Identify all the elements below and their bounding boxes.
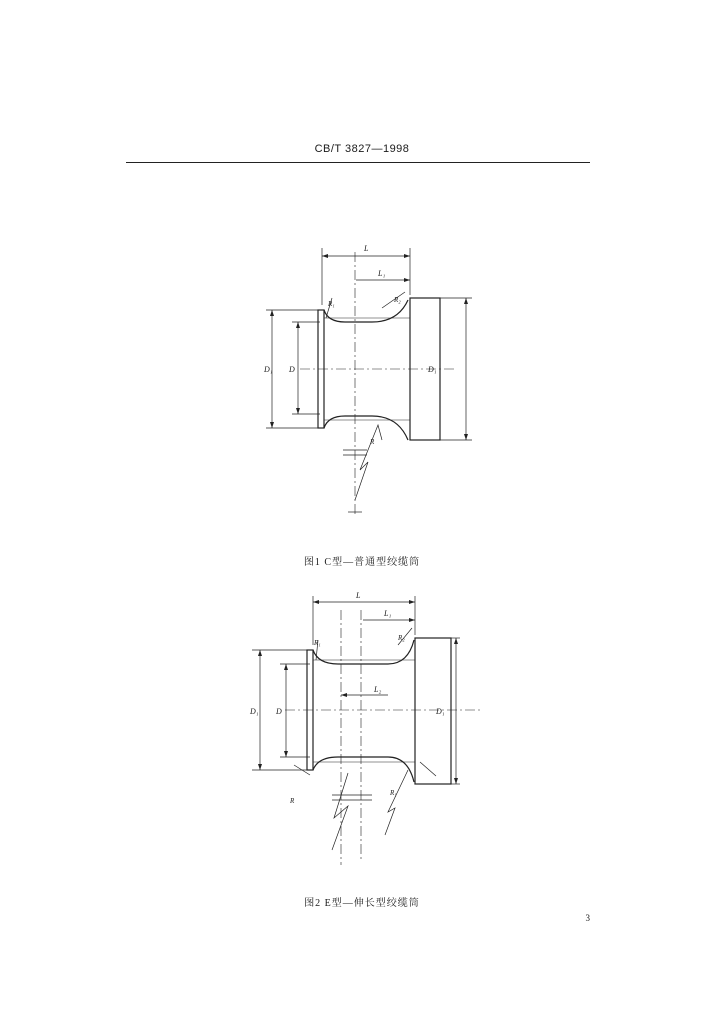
fig2-label-R1: R₁ <box>314 639 321 647</box>
fig1-label-D: D <box>289 365 295 374</box>
figure-1-caption: 图1 C型—普通型绞缆筒 <box>303 557 421 568</box>
fig2-label-D1: D₁ <box>250 707 259 716</box>
fig1-label-L: L <box>364 244 369 253</box>
fig1-label-D1-right: D₁ <box>428 365 437 374</box>
fig2-label-L: L <box>356 591 361 600</box>
fig1-label-R: R <box>370 438 375 446</box>
standard-code-header: CB/T 3827—1998 <box>314 143 410 155</box>
fig2-label-D1-right: D₁ <box>436 707 445 716</box>
fig2-label-R2: R₂ <box>398 634 405 642</box>
fig2-label-L1: L₁ <box>384 609 392 618</box>
fig2-break-line-left <box>332 773 348 850</box>
fig1-label-D1: D₁ <box>264 365 273 374</box>
figure-2-caption: 图2 E型—伸长型绞缆筒 <box>304 898 420 909</box>
fig1-label-R1: R₁ <box>328 300 335 308</box>
page-number: 3 <box>585 913 590 923</box>
fig1-label-L1: L₁ <box>378 269 386 278</box>
fig2-label-L2: L₂ <box>374 685 382 694</box>
fig2-break-line-right <box>385 770 408 835</box>
fig2-barrel-bottom <box>313 757 414 782</box>
fig1-label-R2: R₂ <box>394 296 401 304</box>
fig2-label-D: D <box>276 707 282 716</box>
fig2-label-R1-lower: R₁ <box>390 789 397 797</box>
fig2-label-R: R <box>290 797 295 805</box>
